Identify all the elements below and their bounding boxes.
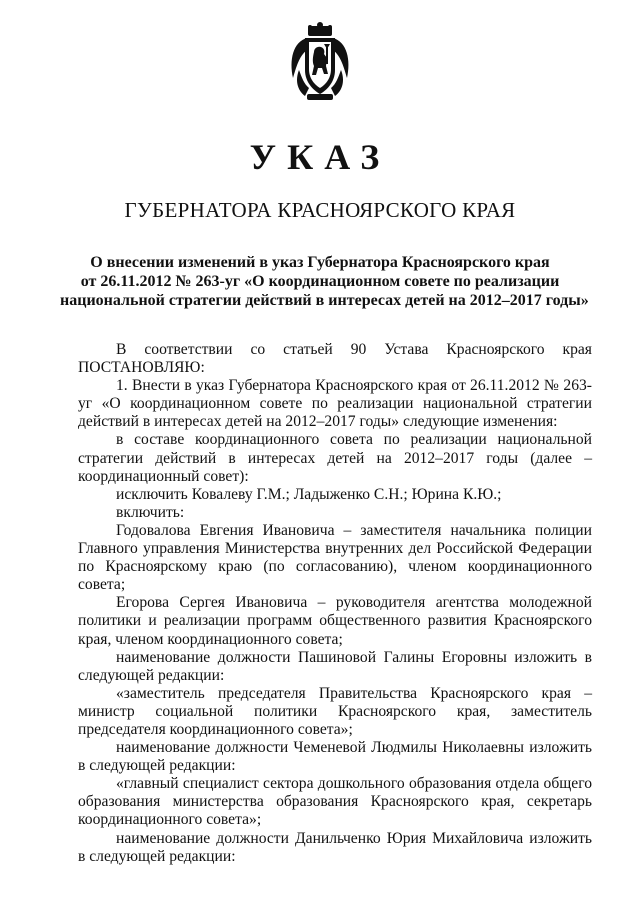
body-paragraph: наименование должности Данильченко Юрия Михайловича изложить в следующей редакции:	[78, 829, 592, 865]
body-paragraph: Годовалова Евгения Ивановича – заместителя начальника полиции Главного управления Министерства внутренних дел Российской Федерации по Красноярскому краю (по согласованию), членом координационного совета;	[78, 521, 592, 594]
heading-line: О внесении изменений в указ Губернатора Красноярского края	[90, 254, 550, 271]
coat-of-arms-icon	[287, 22, 353, 102]
body-paragraph: наименование должности Чеменевой Людмилы Николаевны изложить в следующей редакции:	[78, 739, 592, 775]
body-paragraph: Егорова Сергея Ивановича – руководителя агентства молодежной политики и реализации программ общественного развития Красноярского края, членом координационного совета;	[78, 594, 592, 648]
body-paragraph: исключить Ковалеву Г.М.; Ладыженко С.Н.; Юрина К.Ю.;	[116, 485, 502, 503]
body-paragraph: 1. Внести в указ Губернатора Красноярского края от 26.11.2012 № 263-уг «О координационном совете по реализации национальной стратегии действий в интересах детей на 2012–2017 годы» следующие изменения:	[78, 377, 592, 431]
document-subtitle: ГУБЕРНАТОРА КРАСНОЯРСКОГО КРАЯ	[124, 198, 516, 222]
body-paragraph: включить:	[116, 503, 185, 521]
heading-line: от 26.11.2012 № 263-уг «О координационном совете по реализации	[80, 273, 560, 290]
preamble-paragraph: В соответствии со статьей 90 Устава Красноярского края	[116, 341, 592, 358]
heading-line: национальной стратегии действий в интересах детей на 2012–2017 годы»	[60, 292, 589, 309]
decree-word: ПОСТАНОВЛЯЮ:	[78, 359, 205, 377]
body-paragraph: «заместитель председателя Правительства Красноярского края – министр социальной политики Красноярского края, заместитель председателя координационного совета»;	[78, 684, 592, 738]
body-paragraph: наименование должности Пашиновой Галины Егоровны изложить в следующей редакции:	[78, 648, 592, 684]
body-paragraph: в составе координационного совета по реализации национальной стратегии действий в интересах детей на 2012–2017 годы (далее – координационный совет):	[78, 431, 592, 485]
document-title: УКАЗ	[249, 137, 391, 177]
body-paragraph: «главный специалист сектора дошкольного образования отдела общего образования министерства образования Красноярского края, секретарь координационного совета»;	[78, 775, 592, 829]
document-body	[78, 341, 592, 866]
document-heading	[60, 253, 589, 310]
